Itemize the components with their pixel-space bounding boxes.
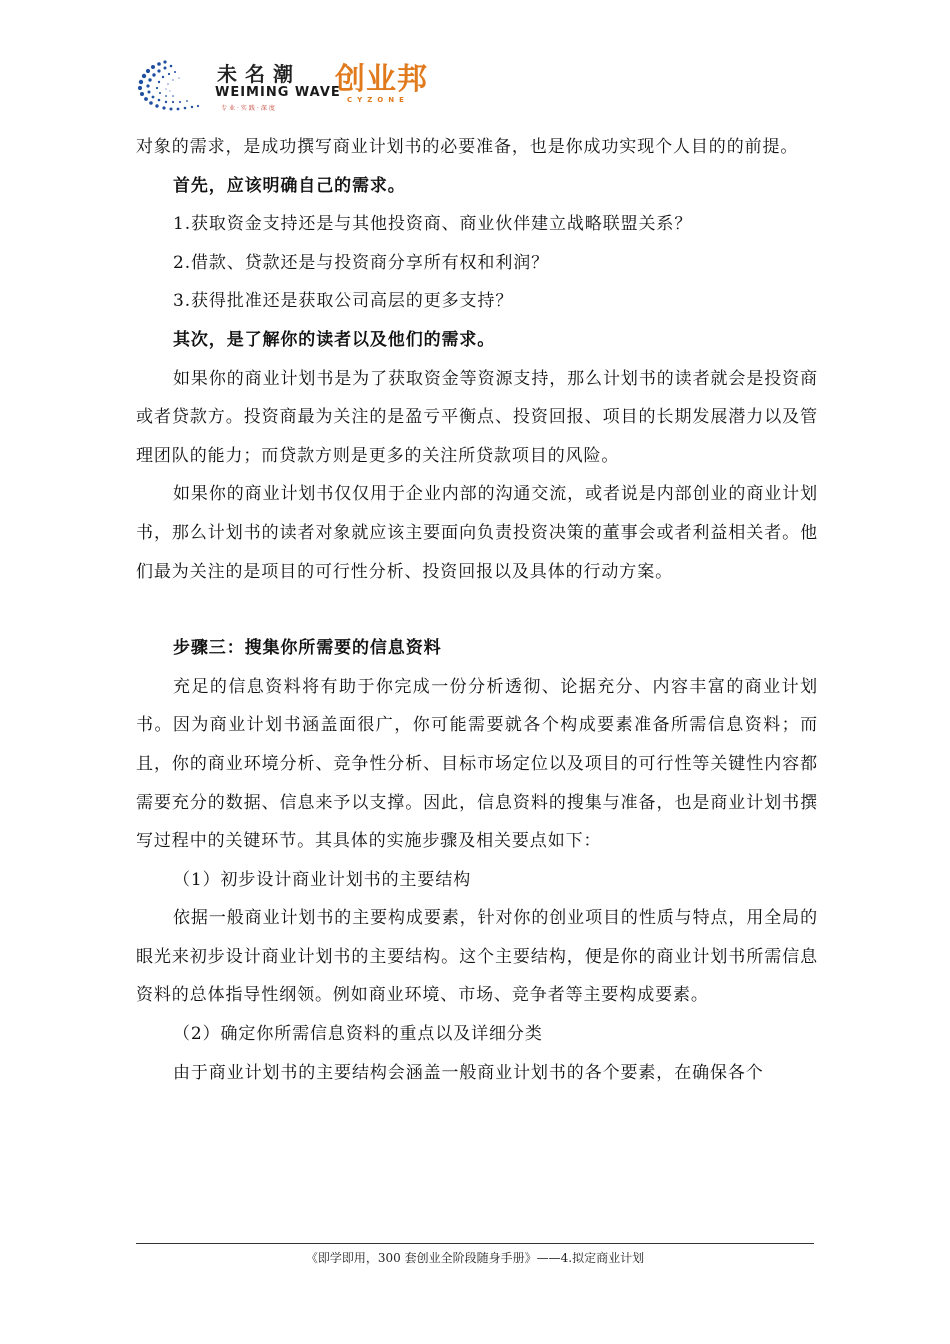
section-heading: 其次，是了解你的读者以及他们的需求。 <box>173 329 496 350</box>
page-footer: 《即学即用，300 套创业全阶段随身手册》——4.拟定商业计划 <box>305 1251 645 1265</box>
list-item: 1.获取资金支持还是与其他投资商、商业伙伴建立战略联盟关系？ <box>173 214 693 235</box>
paragraph: 如果你的商业计划书仅仅用于企业内部的沟通交流，或者说是内部创业的商业计划书，那么计划书的读者对象就应该主要面向负责投资决策的董事会或者利益相关者。他们最为关注的是项目的可行性分析、投资回报以及具体的行动方案。 <box>136 484 818 582</box>
paragraph: 充足的信息资料将有助于你完成一份分析透彻、论据充分、内容丰富的商业计划书。因为商业计划书涵盖面很广，你可能需要就各个构成要素准备所需信息资料；而且，你的商业环境分析、竞争性分析、目标市场定位以及项目的可行性等关键性内容都需要充分的数据、信息来予以支撑。因此，信息资料的搜集与准备，也是商业计划书撰写过程中的关键环节。其具体的实施步骤及相关要点如下： <box>136 676 818 852</box>
document-body <box>136 128 818 1092</box>
logo-english-name: WEIMING WAVE <box>215 85 341 100</box>
list-item: 3.获得批准还是获取公司高层的更多支持？ <box>173 291 514 312</box>
footer-divider <box>136 1243 814 1244</box>
subheading: （2）确定你所需信息资料的重点以及详细分类 <box>173 1024 543 1045</box>
logo-tagline: 专业·实践·深度 <box>221 105 277 112</box>
paragraph: 如果你的商业计划书是为了获取资金等资源支持，那么计划书的读者就会是投资商或者贷款方。投资商最为关注的是盈亏平衡点、投资回报、项目的长期发展潜力以及管理团队的能力；而贷款方则是更多的关注所贷款项目的风险。 <box>136 368 818 466</box>
logo-chinese-name: 未名潮 <box>217 62 301 86</box>
paragraph: 依据一般商业计划书的主要构成要素，针对你的创业项目的性质与特点，用全局的眼光来初步设计商业计划书的主要结构。这个主要结构，便是你的商业计划书所需信息资料的总体指导性纲领。例如商业环境、市场、竞争者等主要构成要素。 <box>136 908 818 1006</box>
paragraph: 由于商业计划书的主要结构会涵盖一般商业计划书的各个要素，在确保各个 <box>173 1062 764 1083</box>
spacer <box>136 591 818 629</box>
section-heading: 首先，应该明确自己的需求。 <box>173 175 406 196</box>
cyzone-logo-subtitle: CYZONE <box>347 96 409 104</box>
paragraph: 对象的需求，是成功撰写商业计划书的必要准备，也是你成功实现个人目的的前提。 <box>136 137 799 157</box>
cyzone-logo: 创业邦 <box>335 62 428 97</box>
page-header <box>135 52 555 118</box>
step-heading: 步骤三：搜集你所需要的信息资料 <box>173 638 442 659</box>
wave-logo-icon <box>135 54 205 116</box>
list-item: 2.借款、贷款还是与投资商分享所有权和利润？ <box>173 252 550 273</box>
subheading: （1）初步设计商业计划书的主要结构 <box>173 869 472 890</box>
